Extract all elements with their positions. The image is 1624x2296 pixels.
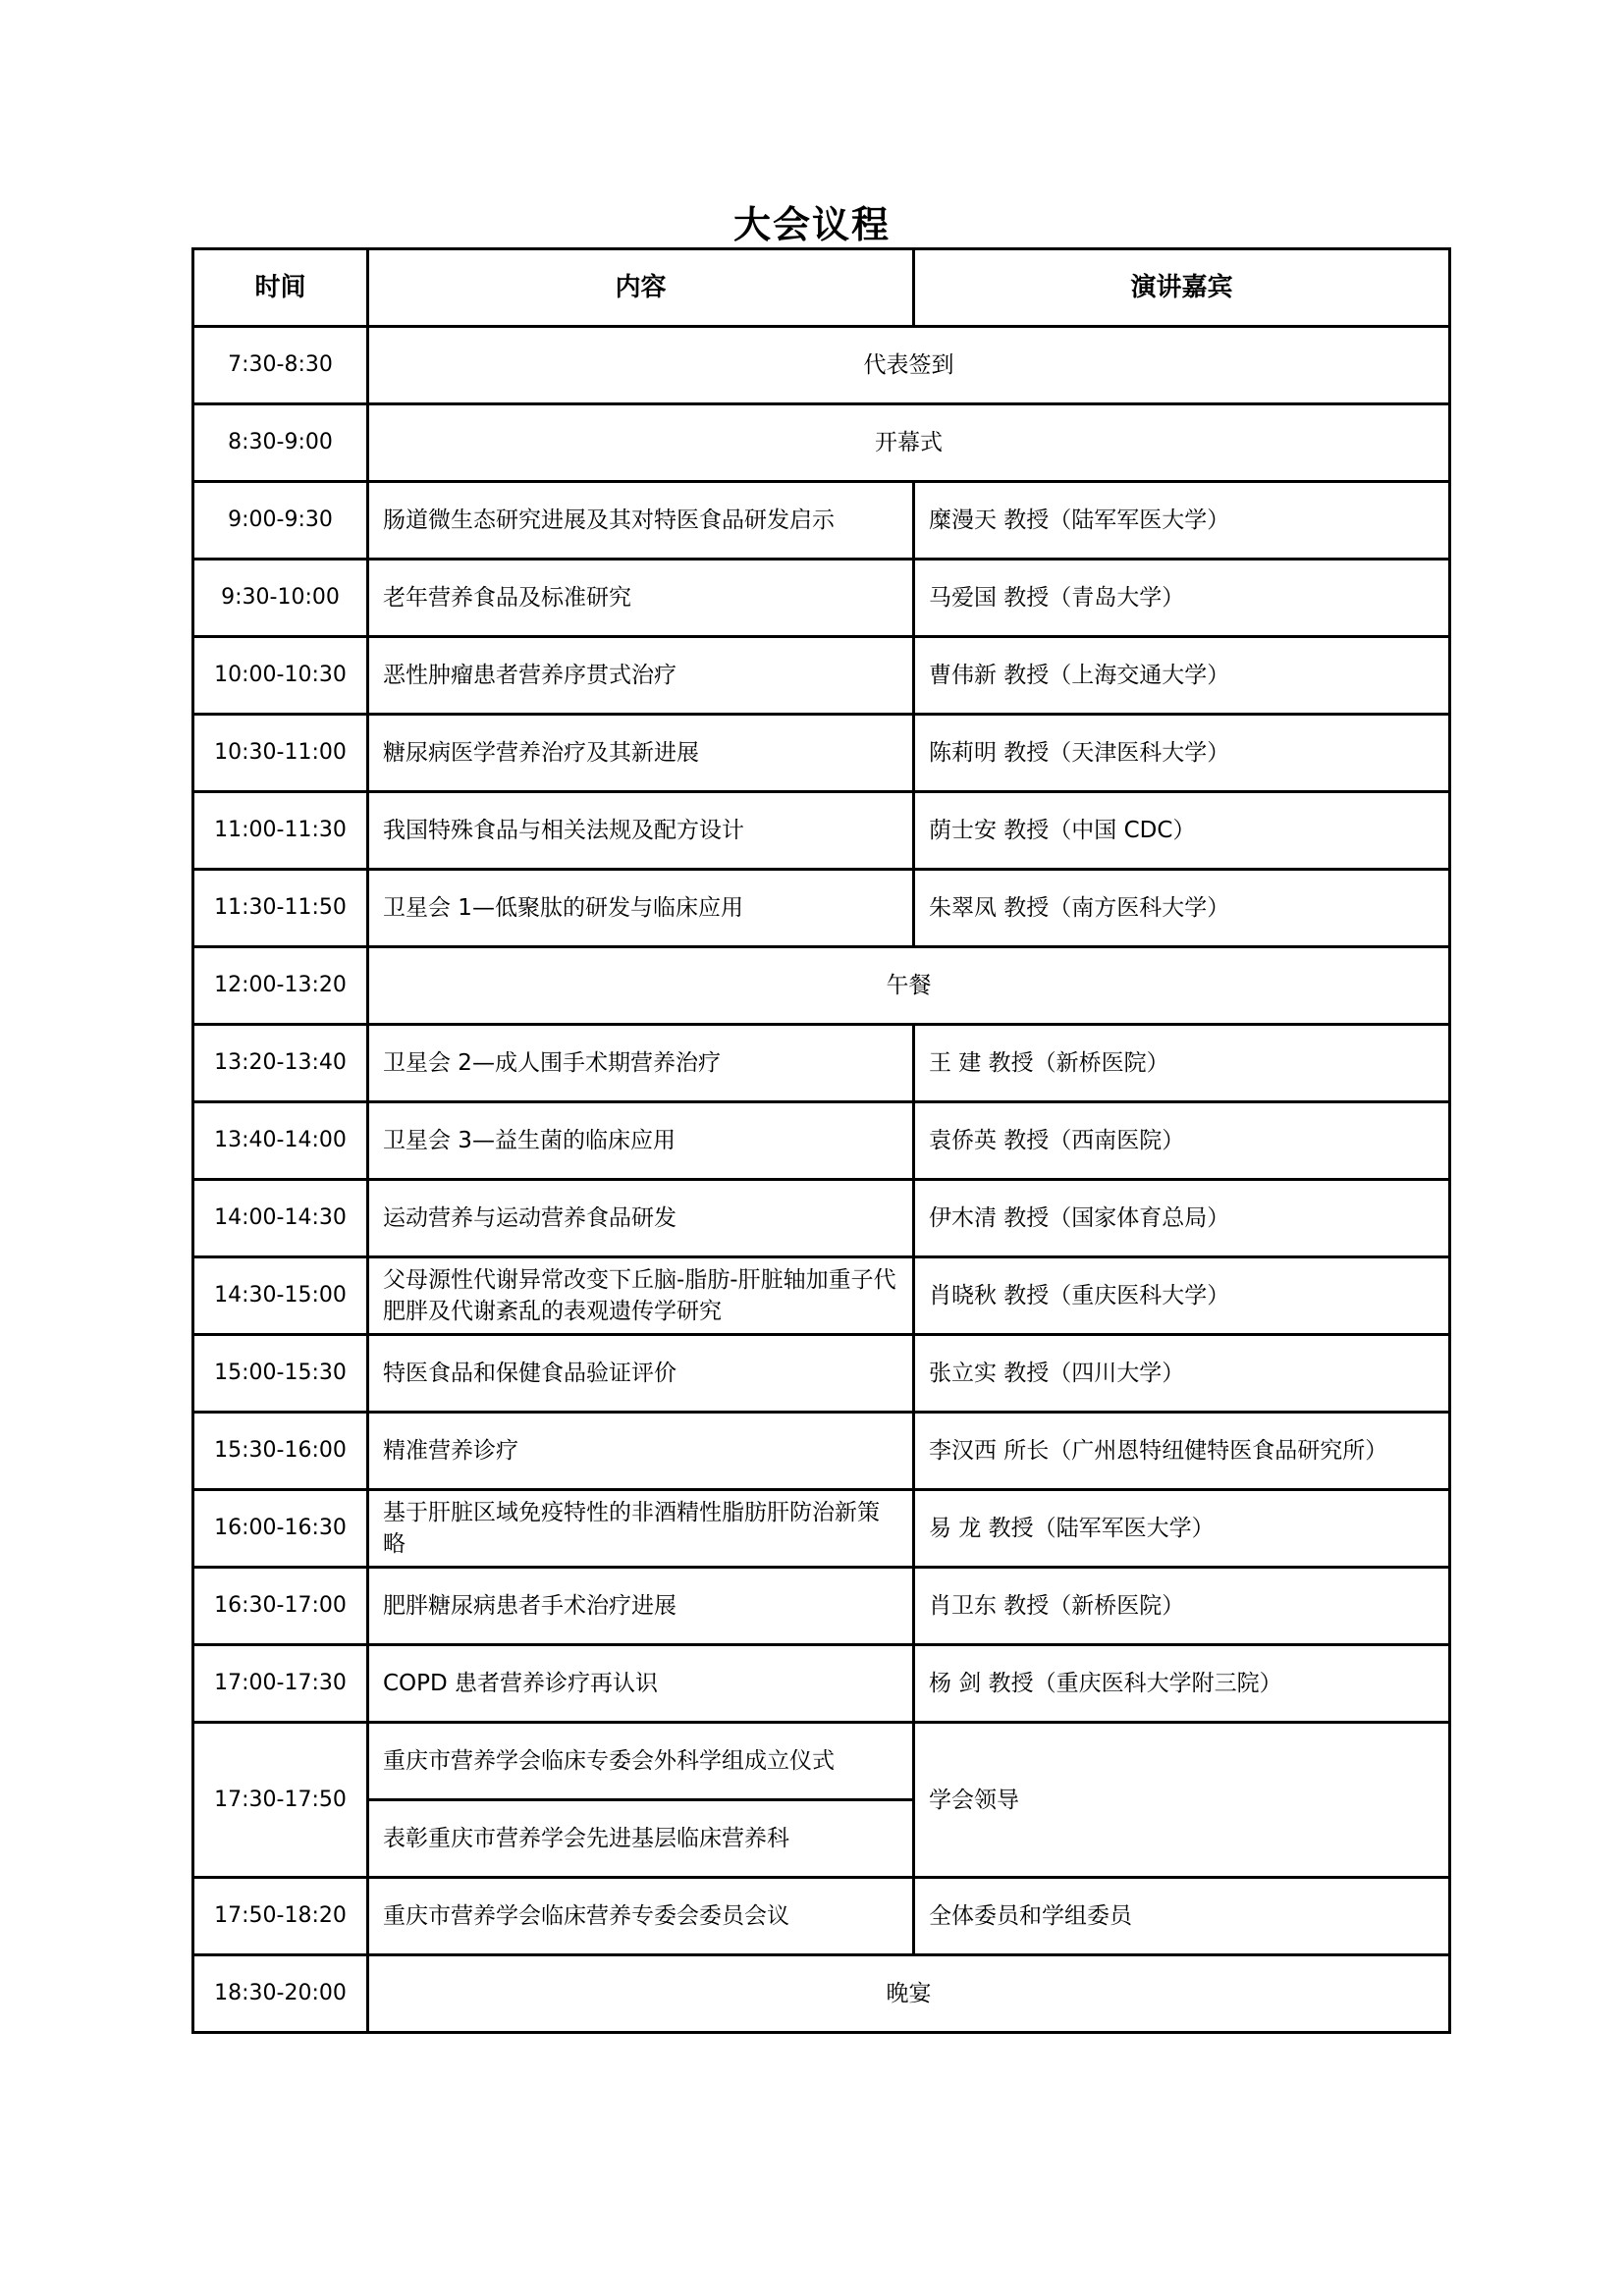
time-cell: 13:40-14:00: [193, 1102, 368, 1180]
time-cell: 14:00-14:30: [193, 1180, 368, 1257]
speaker-cell: 伊木清 教授（国家体育总局）: [914, 1180, 1450, 1257]
speaker-cell: 肖晓秋 教授（重庆医科大学）: [914, 1257, 1450, 1335]
content-cell: 特医食品和保健食品验证评价: [368, 1335, 914, 1413]
time-cell: 12:00-13:20: [193, 947, 368, 1025]
speaker-cell: 张立实 教授（四川大学）: [914, 1335, 1450, 1413]
content-cell: 卫星会 2—成人围手术期营养治疗: [368, 1025, 914, 1102]
content-cell: 重庆市营养学会临床专委会外科学组成立仪式: [368, 1723, 914, 1800]
speaker-cell: 李汉西 所长（广州恩特纽健特医食品研究所）: [914, 1413, 1450, 1490]
content-cell: 糖尿病医学营养治疗及其新进展: [368, 715, 914, 792]
content-cell: COPD 患者营养诊疗再认识: [368, 1645, 914, 1723]
table-row: [193, 1645, 1450, 1723]
table-row: [193, 870, 1450, 947]
speaker-cell: 荫士安 教授（中国 CDC）: [914, 792, 1450, 870]
time-cell: 16:00-16:30: [193, 1490, 368, 1568]
speaker-cell: 朱翠凤 教授（南方医科大学）: [914, 870, 1450, 947]
time-cell: 9:30-10:00: [193, 560, 368, 637]
table-row: [193, 1102, 1450, 1180]
table-row: [193, 1955, 1450, 2033]
event-cell: 午餐: [368, 947, 1450, 1025]
speaker-cell: 糜漫天 教授（陆军军医大学）: [914, 482, 1450, 560]
table-row: [193, 1568, 1450, 1645]
time-cell: 11:30-11:50: [193, 870, 368, 947]
time-cell: 17:50-18:20: [193, 1878, 368, 1955]
table-row: [193, 1335, 1450, 1413]
content-cell: 老年营养食品及标准研究: [368, 560, 914, 637]
time-cell: 10:00-10:30: [193, 637, 368, 715]
header-time: 时间: [193, 249, 368, 327]
header-speaker: 演讲嘉宾: [914, 249, 1450, 327]
time-cell: 10:30-11:00: [193, 715, 368, 792]
time-cell: 17:00-17:30: [193, 1645, 368, 1723]
content-cell: 重庆市营养学会临床营养专委会委员会议: [368, 1878, 914, 1955]
content-cell: 运动营养与运动营养食品研发: [368, 1180, 914, 1257]
speaker-cell: 袁侨英 教授（西南医院）: [914, 1102, 1450, 1180]
speaker-cell: 学会领导: [914, 1723, 1450, 1878]
speaker-cell: 肖卫东 教授（新桥医院）: [914, 1568, 1450, 1645]
content-cell: 卫星会 3—益生菌的临床应用: [368, 1102, 914, 1180]
content-cell: 恶性肿瘤患者营养序贯式治疗: [368, 637, 914, 715]
table-row: [193, 1257, 1450, 1335]
table-row: [193, 327, 1450, 404]
content-cell: 我国特殊食品与相关法规及配方设计: [368, 792, 914, 870]
table-row: [193, 1180, 1450, 1257]
speaker-cell: 易 龙 教授（陆军军医大学）: [914, 1490, 1450, 1568]
time-cell: 18:30-20:00: [193, 1955, 368, 2033]
time-cell: 16:30-17:00: [193, 1568, 368, 1645]
table-row: [193, 404, 1450, 482]
table-row: [193, 482, 1450, 560]
content-cell: 卫星会 1—低聚肽的研发与临床应用: [368, 870, 914, 947]
table-row: [193, 1025, 1450, 1102]
table-row: [193, 1490, 1450, 1568]
content-cell: 父母源性代谢异常改变下丘脑-脂肪-肝脏轴加重子代肥胖及代谢紊乱的表观遗传学研究: [368, 1257, 914, 1335]
speaker-cell: 马爱国 教授（青岛大学）: [914, 560, 1450, 637]
speaker-cell: 陈莉明 教授（天津医科大学）: [914, 715, 1450, 792]
agenda-table: [191, 247, 1451, 2034]
time-cell: 11:00-11:30: [193, 792, 368, 870]
event-cell: 晚宴: [368, 1955, 1450, 2033]
time-cell: 15:00-15:30: [193, 1335, 368, 1413]
table-row: [193, 1878, 1450, 1955]
event-cell: 开幕式: [368, 404, 1450, 482]
event-cell: 代表签到: [368, 327, 1450, 404]
time-cell: 7:30-8:30: [193, 327, 368, 404]
table-row: [193, 792, 1450, 870]
content-cell: 肠道微生态研究进展及其对特医食品研发启示: [368, 482, 914, 560]
header-content: 内容: [368, 249, 914, 327]
content-cell: 精准营养诊疗: [368, 1413, 914, 1490]
content-cell: 基于肝脏区域免疫特性的非酒精性脂肪肝防治新策略: [368, 1490, 914, 1568]
time-cell: 8:30-9:00: [193, 404, 368, 482]
table-row: [193, 1413, 1450, 1490]
page-title: 大会议程: [732, 202, 891, 246]
speaker-cell: 曹伟新 教授（上海交通大学）: [914, 637, 1450, 715]
table-row: [193, 637, 1450, 715]
time-cell: 14:30-15:00: [193, 1257, 368, 1335]
time-cell: 15:30-16:00: [193, 1413, 368, 1490]
speaker-cell: 杨 剑 教授（重庆医科大学附三院）: [914, 1645, 1450, 1723]
table-header-row: [193, 249, 1450, 327]
table-row: [193, 947, 1450, 1025]
time-cell: 9:00-9:30: [193, 482, 368, 560]
table-row: [193, 1723, 1450, 1800]
time-cell: 13:20-13:40: [193, 1025, 368, 1102]
speaker-cell: 全体委员和学组委员: [914, 1878, 1450, 1955]
table-row: [193, 715, 1450, 792]
content-cell: 表彰重庆市营养学会先进基层临床营养科: [368, 1800, 914, 1878]
time-cell: 17:30-17:50: [193, 1723, 368, 1878]
speaker-cell: 王 建 教授（新桥医院）: [914, 1025, 1450, 1102]
content-cell: 肥胖糖尿病患者手术治疗进展: [368, 1568, 914, 1645]
table-row: [193, 560, 1450, 637]
